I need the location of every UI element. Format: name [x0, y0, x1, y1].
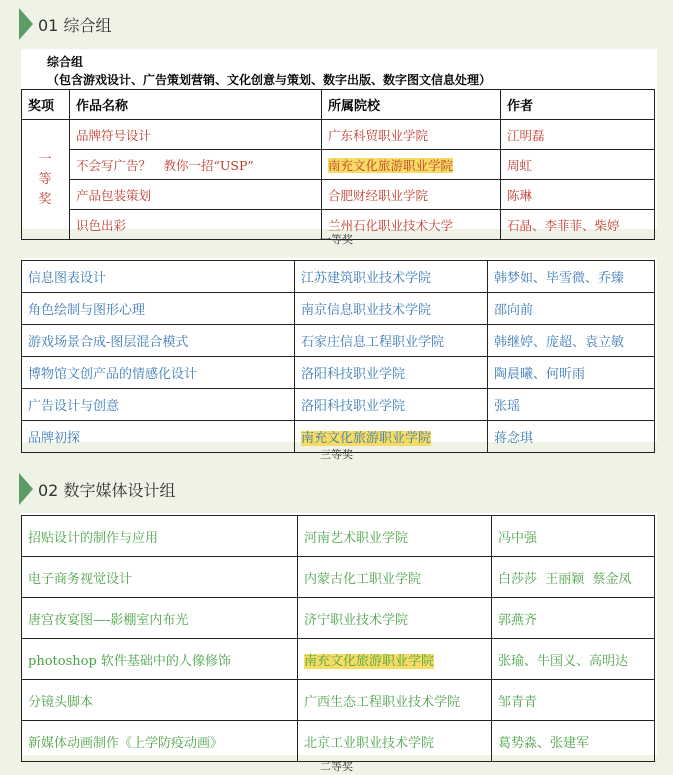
highlighted-school: 南充文化旅游职业学院 — [301, 431, 432, 446]
author-cell: 蒋念琪 — [488, 421, 655, 453]
school-cell: 济宁职业技术学院 — [298, 598, 492, 639]
school-cell — [298, 639, 492, 680]
work-cell: 游戏场景合成-图层混合模式 — [22, 325, 295, 357]
work-cell: photoshop 软件基础中的人像修饰 — [22, 639, 298, 680]
work-cell: 品牌符号设计 — [70, 120, 322, 150]
author-cell: 白莎莎 王丽颖 蔡金凤 — [492, 557, 655, 598]
table-row — [22, 120, 655, 150]
author-cell: 韩继婷、庞超、袁立敏 — [488, 325, 655, 357]
column-header: 所属院校 — [322, 90, 501, 120]
school-cell: 内蒙古化工职业学院 — [298, 557, 492, 598]
table-row — [22, 389, 655, 421]
work-cell: 角色绘制与图形心理 — [22, 293, 295, 325]
school-cell: 石家庄信息工程职业学院 — [295, 325, 488, 357]
school-cell: 洛阳科技职业学院 — [295, 389, 488, 421]
author-cell: 冯中强 — [492, 516, 655, 557]
table-row — [22, 325, 655, 357]
school-cell: 广东科贸职业学院 — [322, 120, 501, 150]
work-cell: 博物馆文创产品的情感化设计 — [22, 357, 295, 389]
author-cell: 葛势淼、张建军 — [492, 721, 655, 762]
section-title: 02 数字媒体设计组 — [38, 480, 176, 500]
school-cell: 北京工业职业技术学院 — [298, 721, 492, 762]
author-cell: 韩梦如、毕雪微、乔臻 — [488, 261, 655, 293]
column-header: 作者 — [501, 90, 655, 120]
author-cell: 江明磊 — [501, 120, 655, 150]
award-cell — [22, 120, 70, 240]
school-cell: 南京信息职业技术学院 — [295, 293, 488, 325]
image-caption: 三等奖 — [320, 448, 353, 461]
table-header-row — [22, 90, 655, 120]
work-cell: 产品包装策划 — [70, 180, 322, 210]
table-row — [22, 680, 655, 721]
school-cell: 洛阳科技职业学院 — [295, 357, 488, 389]
section-marker-icon — [19, 8, 33, 40]
work-cell: 电子商务视觉设计 — [22, 557, 298, 598]
school-cell: 河南艺术职业学院 — [298, 516, 492, 557]
section-header-02 — [0, 473, 673, 505]
section-header-01 — [0, 8, 673, 40]
author-cell: 周虹 — [501, 150, 655, 180]
highlighted-school: 南充文化旅游职业学院 — [304, 653, 435, 669]
group-heading: 综合组 — [47, 55, 84, 69]
award-label: 一等奖 — [38, 151, 52, 207]
section-title: 01 综合组 — [38, 15, 112, 35]
image-caption: 二等奖 — [320, 760, 353, 773]
column-header: 奖项 — [22, 90, 70, 120]
school-cell — [322, 150, 501, 180]
table-row — [22, 721, 655, 762]
author-cell: 陶晨曦、何昕雨 — [488, 357, 655, 389]
author-cell: 陈琳 — [501, 180, 655, 210]
author-cell: 张瑶 — [488, 389, 655, 421]
second-prize-table — [21, 515, 655, 762]
work-cell: 招贴设计的制作与应用 — [22, 516, 298, 557]
table-row — [22, 293, 655, 325]
school-cell: 广西生态工程职业技术学院 — [298, 680, 492, 721]
table-row — [22, 598, 655, 639]
work-cell: 唐宫夜宴图—-影棚室内布光 — [22, 598, 298, 639]
work-cell: 广告设计与创意 — [22, 389, 295, 421]
group-subheading: （包含游戏设计、广告策划营销、文化创意与策划、数字出版、数字图文信息处理） — [47, 73, 492, 87]
work-cell: 不会写广告？ 教你一招“USP” — [70, 150, 322, 180]
table-row — [22, 180, 655, 210]
table-row — [22, 639, 655, 680]
author-cell: 郭燕齐 — [492, 598, 655, 639]
author-cell: 邹青青 — [492, 680, 655, 721]
section-marker-icon — [19, 473, 33, 505]
work-cell: 识色出彩 — [70, 210, 322, 240]
author-cell: 石晶、李菲菲、柴婷 — [501, 210, 655, 240]
table-row — [22, 261, 655, 293]
third-prize-table — [21, 260, 655, 453]
table-row — [22, 150, 655, 180]
table-row — [22, 557, 655, 598]
table-row — [22, 516, 655, 557]
work-cell: 品牌初探 — [22, 421, 295, 453]
school-cell: 兰州石化职业技术大学 — [322, 210, 501, 240]
table-row — [22, 357, 655, 389]
author-cell: 张瑜、牛国义、高明达 — [492, 639, 655, 680]
column-header: 作品名称 — [70, 90, 322, 120]
work-cell: 分镜头脚本 — [22, 680, 298, 721]
school-cell: 合肥财经职业学院 — [322, 180, 501, 210]
author-cell: 邵向前 — [488, 293, 655, 325]
highlighted-school: 南充文化旅游职业学院 — [328, 157, 454, 173]
work-cell: 新媒体动画制作《上学防疫动画》 — [22, 721, 298, 762]
work-cell: 信息图表设计 — [22, 261, 295, 293]
first-prize-table — [21, 89, 655, 240]
image-caption: 一等奖 — [320, 233, 353, 246]
school-cell: 江苏建筑职业技术学院 — [295, 261, 488, 293]
